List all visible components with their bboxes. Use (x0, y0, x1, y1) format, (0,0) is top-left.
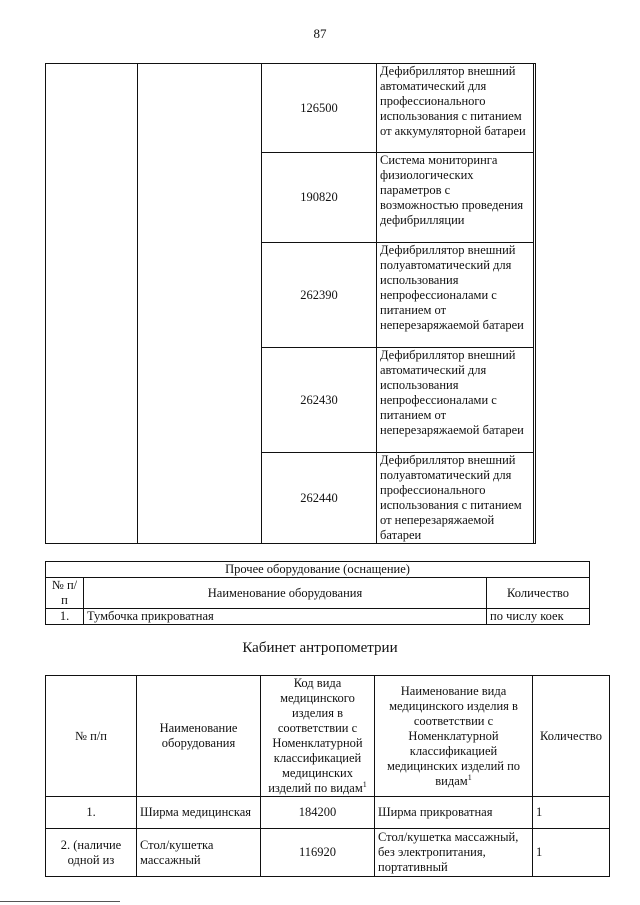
anthropometry-table (45, 675, 610, 877)
table-row (46, 797, 610, 829)
row-qty: по числу коек (487, 609, 590, 625)
other-equipment-table (45, 561, 590, 625)
row-num: 2. (наличие одной из (46, 829, 137, 877)
device-name: Дефибриллятор внешний автоматический для использования непрофессионалами с питанием от неперезаряжаемой батареи (377, 348, 534, 453)
device-code: 126500 (262, 64, 377, 153)
table-row (46, 609, 590, 625)
row-kind: Стол/кушетка массажный, без электропитания, портативный (375, 829, 533, 877)
section-title: Кабинет антропометрии (242, 640, 398, 656)
row-qty: 1 (533, 829, 610, 877)
code-header: Код вида медицинского изделия в соответствии с Номенклатурной классификацией медицинских изделий по видам$^1$ (261, 676, 375, 797)
other-equipment-title: Прочее оборудование (оснащение) (46, 562, 590, 578)
device-table-continued (45, 63, 536, 544)
device-name: Дефибриллятор внешний полуавтоматический для использования непрофессионалами с питанием от неперезаряжаемой батареи (377, 243, 534, 348)
num-header: № п/п (46, 578, 84, 609)
device-code: 262390 (262, 243, 377, 348)
row-num: 1. (46, 609, 84, 625)
row-num: 1. (46, 797, 137, 829)
table-header-row (46, 676, 610, 797)
empty-qty-cell (534, 64, 536, 544)
name-header: Наименование оборудования (84, 578, 487, 609)
empty-num-cell (46, 64, 138, 544)
row-qty: 1 (533, 797, 610, 829)
row-equipment: Ширма медицинская (137, 797, 261, 829)
device-name: Система мониторинга физиологических параметров с возможностью проведения дефибрилляции (377, 153, 534, 243)
row-name: Тумбочка прикроватная (84, 609, 487, 625)
device-name: Дефибриллятор внешний полуавтоматический для профессионального использования с питанием от неперезаряжаемой батареи (377, 453, 534, 544)
num-header: № п/п (46, 676, 137, 797)
device-code: 262440 (262, 453, 377, 544)
footnote-mark: 1 (467, 772, 472, 782)
row-code: 116920 (261, 829, 375, 877)
row-code: 184200 (261, 797, 375, 829)
qty-header: Количество (487, 578, 590, 609)
row-kind: Ширма прикроватная (375, 797, 533, 829)
table-header-row (46, 578, 590, 609)
scan-edge-line (0, 901, 120, 902)
qty-header: Количество (533, 676, 610, 797)
device-name: Дефибриллятор внешний автоматический для профессионального использования с питанием от аккумуляторной батареи (377, 64, 534, 153)
table-row (46, 829, 610, 877)
device-code: 262430 (262, 348, 377, 453)
row-equipment: Стол/кушетка массажный (137, 829, 261, 877)
kind-header: Наименование вида медицинского изделия в соответствии с Номенклатурной классификацией медицинских изделий по видам$^1$ (375, 676, 533, 797)
table-row (46, 64, 536, 153)
footnote-mark: 1 (362, 779, 367, 789)
device-code: 190820 (262, 153, 377, 243)
equipment-header: Наименование оборудования (137, 676, 261, 797)
page-number: 87 (313, 26, 327, 41)
empty-equipment-cell (138, 64, 262, 544)
